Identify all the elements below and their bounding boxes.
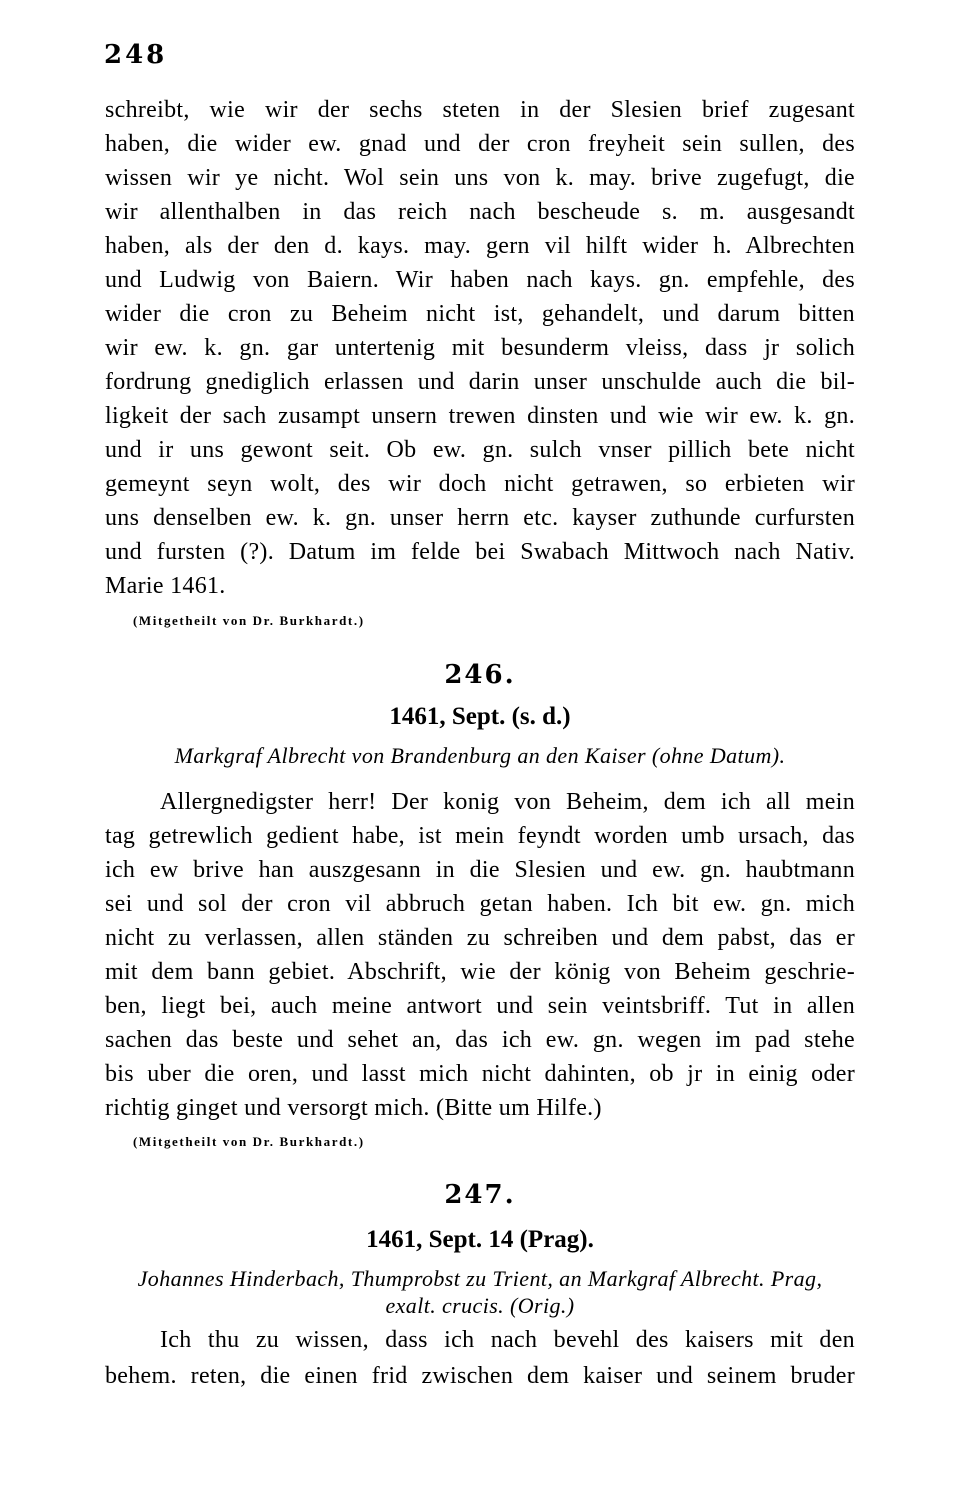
text-line: richtig ginget und versorgt mich. (Bitte um Hilfe.) [105,1095,602,1121]
text-line: und fursten (?). Datum im felde bei Swabach Mittwoch nach Nativ. [105,539,855,565]
text-line: wider die cron zu Beheim nicht ist, gehandelt, und darum bitten [105,301,855,327]
text-line: tag getrewlich gedient habe, ist mein feyndt worden umb ursach, das [105,823,855,849]
credit-note: (Mitgetheilt von Dr. Burkhardt.) [133,613,365,628]
document-subtitle-continued: exalt. crucis. (Orig.) [385,1293,575,1318]
text-line: fordrung gnediglich erlassen und darin unser unschulde auch die bil- [105,369,855,395]
text-line: uns denselben ew. k. gn. unser herrn etc. kayser zuthunde curfursten [105,505,855,531]
document-date: 1461, Sept. (s. d.) [389,703,571,730]
document-subtitle: Johannes Hinderbach, Thumprobst zu Trient, an Markgraf Albrecht. Prag, [137,1266,823,1291]
document-date: 1461, Sept. 14 (Prag). [366,1226,594,1253]
text-line: sachen das beste und sehet an, das ich ew. gn. wegen im pad stehe [105,1027,855,1053]
text-line: wir ew. k. gn. gar untertenig mit besunderm vleiss, dass jr solich [105,335,855,361]
text-line: schreibt, wie wir der sechs steten in der Slesien brief zugesant [105,97,855,123]
text-line: bis uber die oren, und lasst mich nicht dahinten, ob jr in einig oder [105,1061,855,1087]
text-line: wissen wir ye nicht. Wol sein uns von k. may. brive zugefugt, die [105,165,855,191]
text-line: haben, als der den d. kays. may. gern vil hilft wider h. Albrechten [105,233,855,259]
text-line: und ir uns gewont seit. Ob ew. gn. sulch vnser pillich bete nicht [105,437,855,463]
text-line: haben, die wider ew. gnad und der cron freyheit sein sullen, des [105,131,855,157]
text-line: ligkeit der sach zusampt unsern trewen dinsten und wie wir ew. k. gn. [105,403,855,429]
text-line: Allergnedigster herr! Der konig von Beheim, dem ich all mein [160,789,855,815]
text-line: behem. reten, die einen frid zwischen dem kaiser und seinem bruder [105,1363,855,1389]
credit-note: (Mitgetheilt von Dr. Burkhardt.) [133,1134,365,1149]
text-line: sei und sol der cron vil abbruch getan haben. Ich bit ew. gn. mich [105,891,855,917]
text-line: ich ew brive han auszgesann in die Slesien und ew. gn. haubtmann [105,857,855,883]
page-number: 248 [104,40,168,70]
document-subtitle: Markgraf Albrecht von Brandenburg an den Kaiser (ohne Datum). [174,743,786,768]
text-line: und Ludwig von Baiern. Wir haben nach kays. gn. empfehle, des [105,267,855,293]
text-line: nicht zu verlassen, allen ständen zu schreiben und dem pabst, das er [105,925,855,951]
text-line: gemeynt seyn wolt, des wir doch nicht getrawen, so erbieten wir [105,471,855,497]
text-line: ben, liegt bei, auch meine antwort und sein veintsbriff. Tut in allen [105,993,855,1019]
text-line: wir allenthalben in das reich nach bescheude s. m. ausgesandt [105,199,855,225]
document-number: 247. [444,1180,516,1210]
document-number: 246. [444,660,516,690]
text-line: Ich thu zu wissen, dass ich nach bevehl des kaisers mit den [160,1327,855,1353]
text-line: Marie 1461. [105,573,226,599]
text-line: mit dem bann gebiet. Abschrift, wie der könig von Beheim geschrie- [105,959,855,985]
